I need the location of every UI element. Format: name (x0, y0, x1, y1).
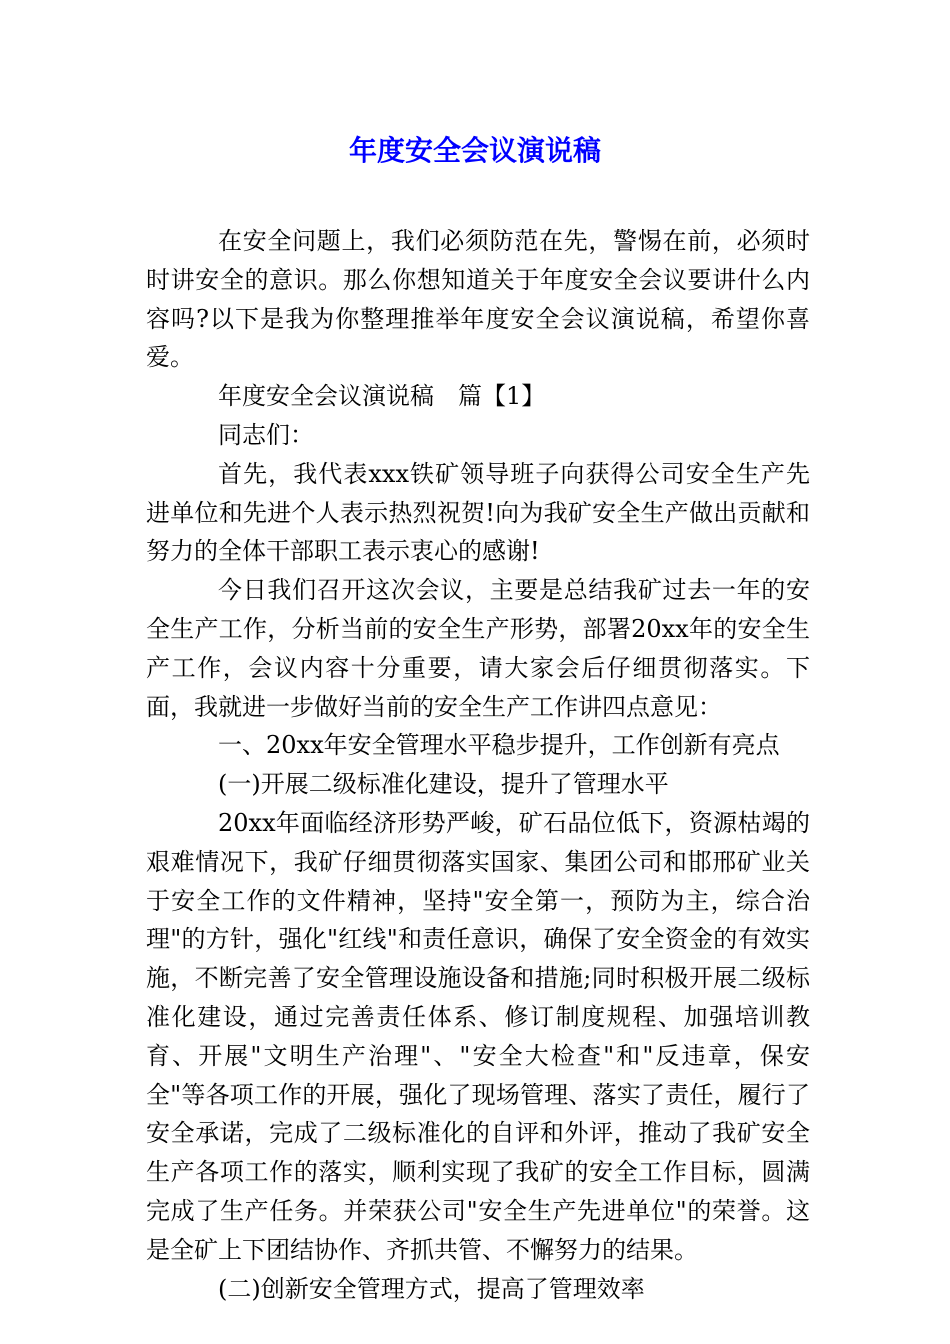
paragraph-section-heading: 年度安全会议演说稿 篇【1】 (218, 382, 546, 411)
paragraph-subpoint-one-heading: (一)开展二级标准化建设，提升了管理水平 (218, 770, 669, 799)
paragraph-subpoint-two-heading: (二)创新安全管理方式，提高了管理效率 (218, 1274, 645, 1303)
paragraph-salutation: 同志们： (218, 420, 314, 449)
paragraph-intro: 在安全问题上，我们必须防范在先，警惕在前，必须时时讲安全的意识。那么你想知道关于年度安全会议要讲什么内容吗?以下是我为你整理推举年度安全会议演说稿，希望你喜爱。 (146, 227, 810, 372)
document-body (146, 222, 810, 1308)
paragraph-meeting-purpose: 今日我们召开这次会议，主要是总结我矿过去一年的安全生产工作，分析当前的安全生产形势，部署20xx年的安全生产工作，会议内容十分重要，请大家会后仔细贯彻落实。下面，我就进一步做好当前的安全生产工作讲四点意见： (146, 576, 810, 721)
paragraph-subpoint-one-body: 20xx年面临经济形势严峻，矿石品位低下，资源枯竭的艰难情况下，我矿仔细贯彻落实国家、集团公司和邯邢矿业关于安全工作的文件精神，坚持"安全第一，预防为主，综合治理"的方针，强化"红线"和责任意识，确保了安全资金的有效实施，不断完善了安全管理设施设备和措施;同时积极开展二级标准化建设，通过完善责任体系、修订制度规程、加强培训教育、开展"文明生产治理"、"安全大检查"和"反违章，保安全"等各项工作的开展，强化了现场管理、落实了责任，履行了安全承诺，完成了二级标准化的自评和外评，推动了我矿安全生产各项工作的落实，顺利实现了我矿的安全工作目标，圆满完成了生产任务。并荣获公司"安全生产先进单位"的荣誉。这是全矿上下团结协作、齐抓共管、不懈努力的结果。 (146, 808, 810, 1264)
paragraph-point-one-heading: 一、20xx年安全管理水平稳步提升，工作创新有亮点 (218, 731, 780, 760)
document-title: 年度安全会议演说稿 (348, 134, 601, 167)
paragraph-congratulations: 首先，我代表xxx铁矿领导班子向获得公司安全生产先进单位和先进个人表示热烈祝贺!向为我矿安全生产做出贡献和努力的全体干部职工表示衷心的感谢! (146, 459, 810, 566)
